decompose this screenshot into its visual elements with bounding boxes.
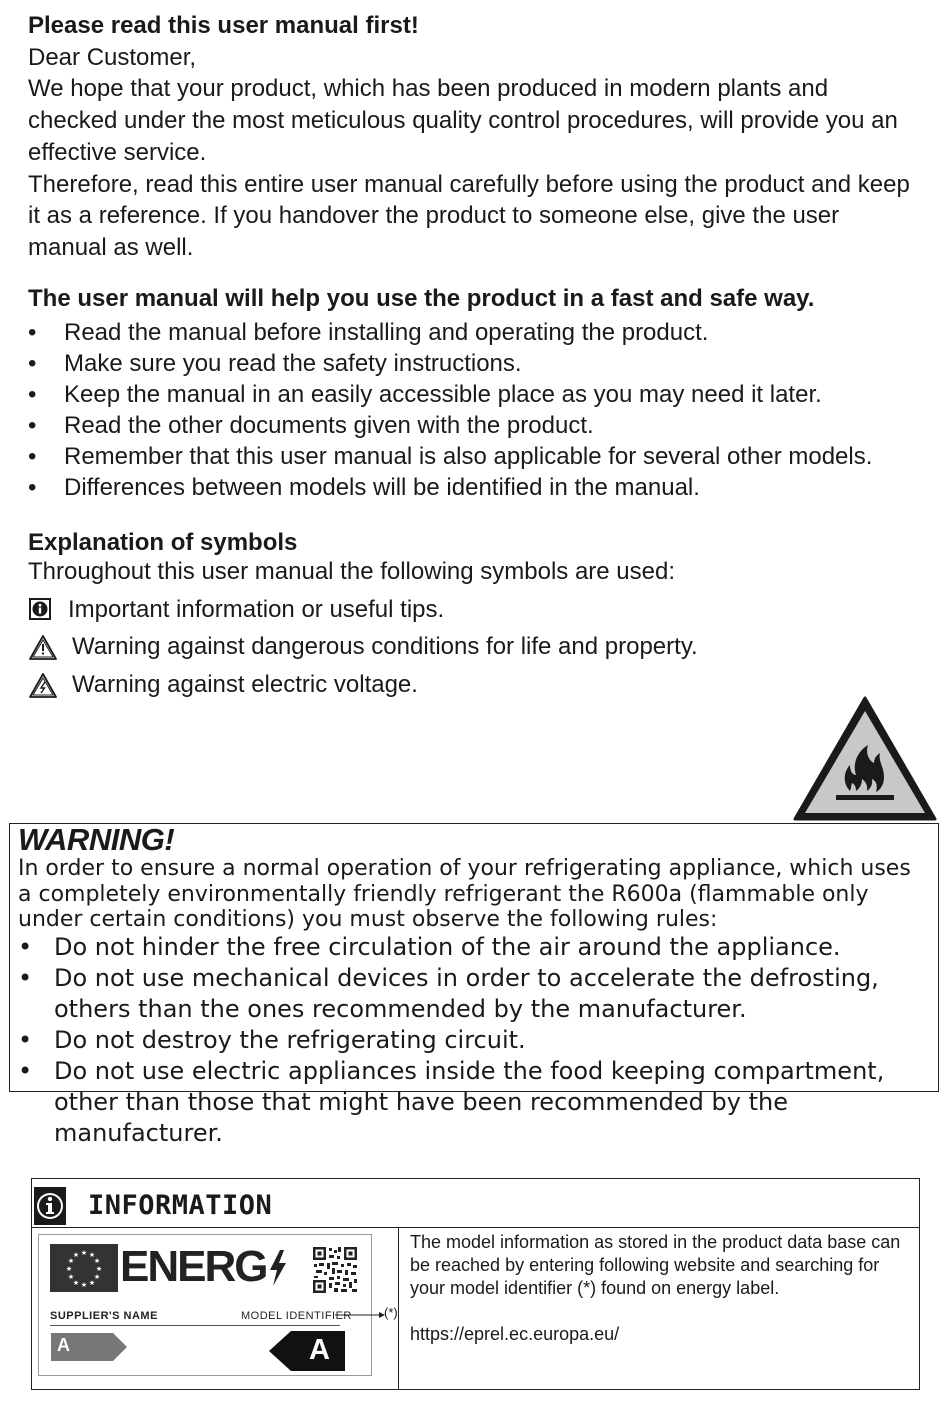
svg-text:★: ★ xyxy=(72,1251,80,1259)
lightning-icon xyxy=(268,1250,288,1286)
symbol-row-warning xyxy=(28,633,698,661)
eu-flag-icon xyxy=(50,1244,118,1292)
model-identifier-marker: (*) xyxy=(384,1305,398,1320)
intro-greeting: Dear Customer, xyxy=(28,43,197,71)
list-item: • Remember that this user manual is also applicable for several other models. xyxy=(28,441,928,472)
list-item: • Read the manual before installing and operating the product. xyxy=(28,317,928,348)
warning-text: In order to ensure a normal operation of your refrigerating appliance, which uses a completely environmentally friendly refrigerant the R600a (flammable only under certain conditions) you must observe the following rules: xyxy=(18,856,911,932)
symbols-title: Explanation of symbols xyxy=(28,529,298,556)
information-title: INFORMATION xyxy=(88,1190,273,1221)
info-icon xyxy=(34,1187,66,1225)
symbols-intro: Throughout this user manual the following symbols are used: xyxy=(28,558,676,585)
list-item: • Do not use mechanical devices in order to accelerate the defrosting, others than the ones recommended by the manufacturer. xyxy=(18,963,918,1025)
information-column-divider xyxy=(398,1228,399,1389)
energy-label-logo xyxy=(120,1242,266,1292)
eprel-link[interactable]: https://eprel.ec.europa.eu/ xyxy=(410,1324,620,1344)
label-divider xyxy=(50,1325,340,1326)
intro-paragraph-2: Therefore, read this entire user manual carefully before using the product and keep it as a reference. If you handover the product to someone else, give the user manual as well. xyxy=(28,170,910,261)
list-item: • Do not destroy the refrigerating circuit. xyxy=(18,1025,918,1056)
model-identifier: MODEL IDENTIFIER xyxy=(241,1310,352,1322)
energy-label-text: ENERG xyxy=(120,1242,267,1291)
svg-text:★: ★ xyxy=(80,1281,88,1289)
help-list xyxy=(28,317,928,503)
svg-text:★: ★ xyxy=(88,1279,96,1287)
list-item: • Make sure you read the safety instructions. xyxy=(28,348,928,379)
svg-text:★: ★ xyxy=(93,1257,101,1265)
symbol-info-text: Important information or useful tips. xyxy=(68,596,445,623)
intro-section xyxy=(28,10,918,264)
svg-text:★: ★ xyxy=(93,1273,101,1281)
supplier-name: SUPPLIER'S NAME xyxy=(50,1310,158,1322)
warning-title: WARNING! xyxy=(18,822,175,857)
svg-text:★: ★ xyxy=(65,1265,73,1273)
symbol-electric-text: Warning against electric voltage. xyxy=(72,671,418,698)
list-item: • Differences between models will be identified in the manual. xyxy=(28,472,928,503)
class-arrow-right xyxy=(269,1331,347,1371)
class-right-label: A xyxy=(309,1334,330,1366)
class-left-label: A xyxy=(57,1335,70,1355)
flammable-warning-icon xyxy=(792,695,938,823)
svg-text:★: ★ xyxy=(80,1249,88,1257)
list-item: • Keep the manual in an easily accessible place as you may need it later. xyxy=(28,379,928,410)
symbol-row-electric xyxy=(28,671,418,699)
help-title: The user manual will help you use the product in a fast and safe way. xyxy=(28,285,815,312)
qr-code-icon xyxy=(312,1246,358,1294)
symbol-row-info xyxy=(28,596,444,624)
svg-text:★: ★ xyxy=(88,1251,96,1259)
list-item: • Do not hinder the free circulation of the air around the appliance. xyxy=(18,932,918,963)
information-text: The model information as stored in the product data base can be reached by entering following website and searching for your model identifier (*) found on energy label. xyxy=(410,1232,901,1298)
svg-text:★: ★ xyxy=(72,1279,80,1287)
list-item: • Do not use electric appliances inside the food keeping compartment, other than those that might have been recommended by the manufacturer. xyxy=(18,1056,918,1149)
warning-triangle-icon xyxy=(28,633,58,661)
svg-text:★: ★ xyxy=(95,1265,103,1273)
svg-text:★: ★ xyxy=(67,1257,75,1265)
list-item: • Read the other documents given with the product. xyxy=(28,410,928,441)
symbol-warning-text: Warning against dangerous conditions for life and property. xyxy=(72,633,698,660)
svg-text:★: ★ xyxy=(67,1273,75,1281)
info-icon xyxy=(28,597,54,623)
warning-list xyxy=(18,932,918,1149)
information-header-divider xyxy=(31,1227,920,1228)
intro-heading: Please read this user manual first! xyxy=(28,12,419,39)
intro-paragraph-1: We hope that your product, which has been produced in modern plants and checked under the most meticulous quality control procedures, will provide you an effective service. xyxy=(28,75,898,166)
electric-warning-icon xyxy=(28,671,58,699)
arrow-right-icon xyxy=(335,1310,385,1320)
